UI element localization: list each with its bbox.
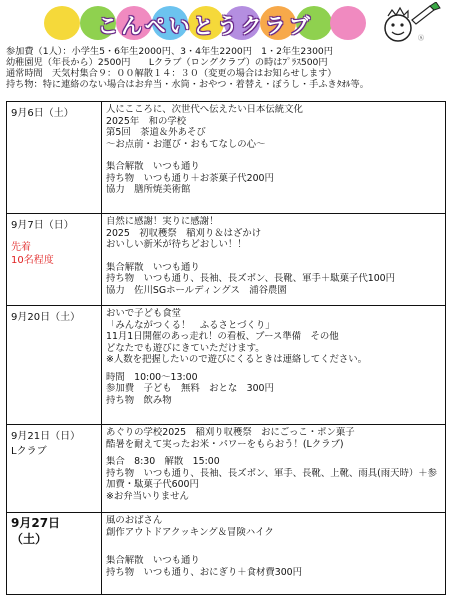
fee-line: 参加費（1人）：小学生5・6年生2000円、3・4年生2200円 1・2年生2300円: [6, 46, 333, 57]
event-detail: ※お弁当いりません: [106, 490, 189, 502]
event-detail-cell: [102, 306, 446, 425]
event-line: 風のおばさん: [106, 515, 163, 526]
event-line: どなたでも遊びにきていただけます。: [106, 342, 265, 354]
event-line: ※人数を把握したいので遊びにくるときは連絡してください。: [106, 354, 367, 365]
event-detail: 持ち物 いつも通り、長袖、長ズボン、軍手、長靴、上靴、雨具(雨天時）＋参: [106, 467, 438, 479]
belongings-line: 持ち物：特に連絡のない場合はお弁当・水筒・おやつ・着替え・ぼうし・手ふきﾀｵﾙ等。: [6, 79, 369, 90]
event-line: 人にこころに、次世代へ伝えたい日本伝統文化: [106, 104, 303, 115]
capacity-note: [11, 241, 97, 267]
club-title: こんぺいとうクラブ: [97, 14, 313, 38]
event-detail-cell: [102, 102, 446, 214]
event-date-cell: [7, 306, 102, 425]
table-row: [7, 102, 446, 214]
schedule-table: [6, 101, 446, 595]
table-row: [7, 513, 446, 595]
event-detail-cell: [102, 425, 446, 513]
club-title-logo: [40, 4, 370, 42]
event-date: 9月27日: [11, 516, 61, 530]
event-detail: 時間 10:00～13:00: [106, 371, 198, 383]
event-line: あぐりの学校2025 稲刈り収穫祭 おにごっこ・ポン菓子: [106, 427, 355, 438]
event-detail: 持ち物 いつも通り＋お茶菓子代200円: [106, 172, 274, 184]
event-line: 2025年 和の学校: [106, 115, 187, 127]
event-date-cell: [7, 425, 102, 513]
event-detail: 持ち物 いつも通り、おにぎり＋食材費300円: [106, 566, 303, 578]
event-date: 9月7日（日）: [11, 220, 74, 231]
event-date: 9月20日（土）: [11, 312, 81, 323]
svg-text:Ⓢ: Ⓢ: [418, 35, 425, 42]
header-banner: [0, 0, 450, 46]
table-row: [7, 306, 446, 425]
event-line: 11月1日開催のあっ走れ！の看板、ブース準備 その他: [106, 331, 339, 342]
long-club-label: Lクラブ: [11, 446, 47, 457]
event-detail: 協力 膳所焼美術館: [106, 184, 191, 195]
event-date: 9月21日（日）: [11, 431, 81, 442]
event-line: ～お点前・お運び・おもてなしの心～: [106, 138, 266, 150]
capacity-note-first: 先着: [11, 242, 31, 253]
event-detail: 集合解散 いつも通り: [106, 555, 200, 566]
event-detail-cell: [102, 513, 446, 595]
event-date: 9月6日（土）: [11, 108, 74, 119]
event-detail: 集合解散 いつも通り: [106, 261, 200, 273]
normal-hours-line: 通常時間 天気村集合９：００解散１４：３０（変更の場合はお知らせします）: [6, 68, 337, 79]
event-line: おいで子ども食堂: [106, 308, 182, 319]
general-info: [6, 46, 446, 90]
event-detail-cell: [102, 214, 446, 306]
event-line: 第5回 茶道＆外あそび: [106, 127, 206, 138]
event-line: おいしい新米が待ちどおしい！！: [106, 239, 247, 250]
event-line: 酷暑を耐えて実ったお米・パワーをもらおう！(Lクラブ): [106, 438, 344, 450]
event-weekday: （土）: [11, 532, 48, 546]
event-detail: 持ち物 いつも通り、長袖、長ズボン、長靴、軍手＋駄菓子代100円: [106, 273, 396, 284]
event-date-cell: [7, 214, 102, 306]
event-detail: 参加費 子ども 無料 おとな 300円: [106, 383, 274, 394]
table-row: [7, 425, 446, 513]
konpeito-mascot-icon: [378, 2, 446, 46]
event-detail: 集合解散 いつも通り: [106, 161, 200, 172]
table-row: [7, 214, 446, 306]
event-date-cell: [7, 513, 102, 595]
event-detail: 持ち物 飲み物: [106, 394, 172, 406]
event-line: 自然に感謝！実りに感謝！: [106, 216, 219, 227]
capacity-note-count: 10名程度: [11, 255, 54, 266]
event-detail: 集合 8:30 解散 15:00: [106, 456, 220, 467]
fee-line-kindergarten: 幼稚園児（年長から）2500円 Lクラブ（ロングクラブ）の時はﾌﾟﾗｽ500円: [6, 57, 328, 68]
event-date-cell: [7, 102, 102, 214]
event-line: 「みんながつくる！ ふるさとづくり」: [106, 319, 275, 331]
event-detail: 協力 佐川SGホールディングス 浦谷農園: [106, 284, 287, 296]
event-line: 2025 初収穫祭 稲刈り＆はざかけ: [106, 227, 262, 239]
event-line: 創作アウトドアクッキング＆冒険ハイク: [106, 526, 274, 538]
event-detail: 加費・駄菓子代600円: [106, 479, 199, 490]
